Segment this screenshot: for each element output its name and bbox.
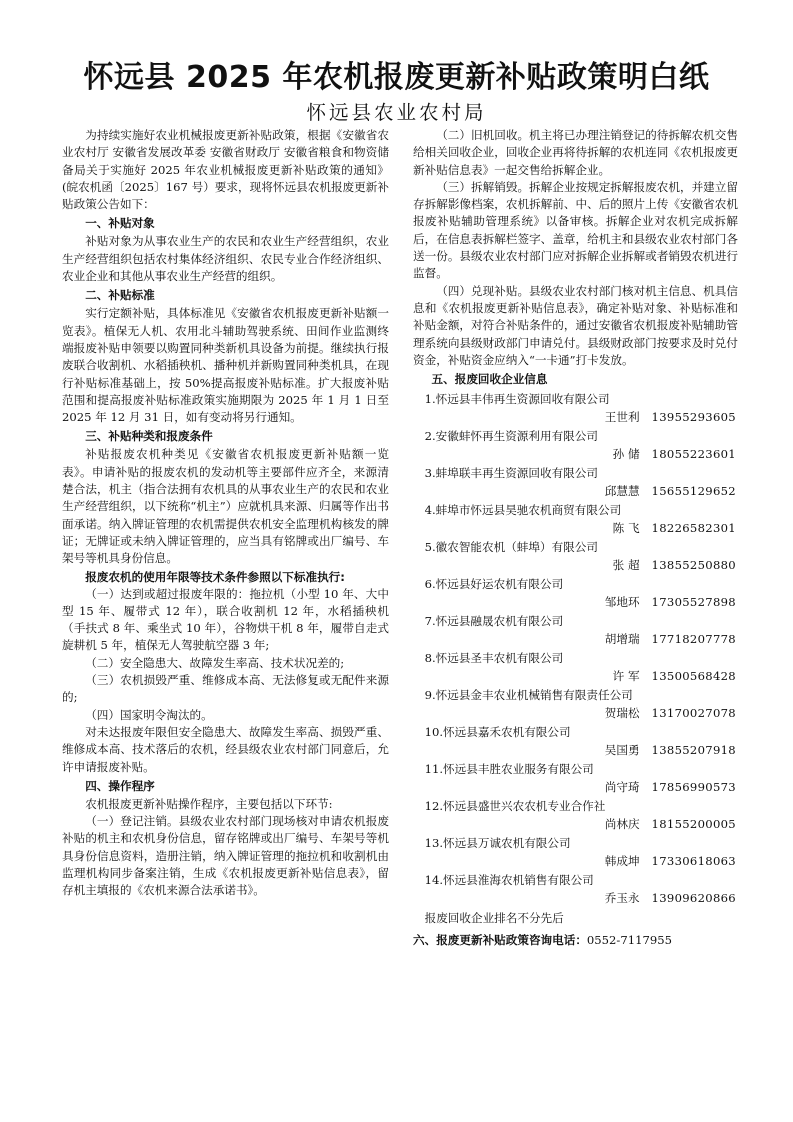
company-contact-phone: 13955293605 [651,409,736,424]
company-contact-phone: 13855207918 [651,742,736,757]
company-contact-row [413,446,738,464]
company-contact-person: 张 超 [612,557,640,572]
company-contact-row [413,557,738,575]
company-contact-row [413,668,738,686]
company-contact-row [413,520,738,538]
document-title: 怀远县 2025 年农机报废更新补贴政策明白纸 [83,60,710,95]
company-name: 2.安徽蚌怀再生资源利用有限公司 [424,429,598,444]
company-contact-phone: 13909620866 [651,890,736,905]
company-contact-phone: 17718207778 [651,631,736,646]
subsidy-standard-text: 实行定额补贴，具体标准见《安徽省农机报废更新补贴额一览表》。植保无人机、农用北斗辅助驾驶系统、田间作业监测终端报废补贴申领要以购置同种类新机具设备为前提。继续执行报废联合收割机、水稻插秧机、播种机并新购置同种类机具，在现行补贴标准基础上，按 50%提高报废补贴标准。扩大报废补贴范围和提高报废补贴标准政策实施期限为 2025 年 1 月 1 日至 2025 年 12 月 31 日，如有变动将另行通知。 [62,306,389,425]
company-contact-person: 邹地环 [604,594,640,609]
company-name: 6.怀远县好运农机有限公司 [424,577,564,592]
company-list [413,391,738,907]
company-contact-row [413,742,738,760]
company-contact-person: 孙 储 [612,446,640,461]
company-contact-phone: 17856990573 [651,779,736,794]
left-column [62,127,389,900]
consult-hotline-label: 六、报废更新补贴政策咨询电话： [413,933,587,948]
right-column [413,127,738,949]
company-contact-row [413,483,738,501]
types-conditions-text: 补贴报废农机种类见《安徽省农机报废更新补贴额一览表》。申请补贴的报废农机的发动机等主要部件应齐全，来源清楚合法，机主（指合法拥有农机具的从事农业生产的农民和农业生产经营组织，以下统称“机主”）应就机具来源、归属等作出书面承诺。纳入牌证管理的农机需提供农机安全监理机构核发的牌证；无牌证或未纳入牌证管理的，应当具有铭牌或出厂编号、车架号等机具身份信息。 [62,447,389,566]
condition-item-5: 对未达报废年限但安全隐患大、故障发生率高、损毁严重、维修成本高、技术落后的农机，经县级农业农村部门同意后，允许申请报废补贴。 [62,724,389,774]
company-name: 11.怀远县丰胜农业服务有限公司 [424,762,594,777]
company-contact-phone: 18055223601 [651,446,736,461]
condition-item-2: （二）安全隐患大、故障发生率高、技术状况差的; [85,655,345,670]
company-contact-row [413,705,738,723]
company-contact-row [413,631,738,649]
company-contact-phone: 13170027078 [651,705,736,720]
company-contact-phone: 17330618063 [651,853,736,868]
company-contact-person: 王世利 [604,409,640,424]
company-contact-person: 邱慧慧 [604,483,640,498]
company-name: 1.怀远县丰伟再生资源回收有限公司 [424,392,610,407]
company-contact-row [413,594,738,612]
section-heading-subsidy-standard: 二、补贴标准 [85,288,155,303]
company-contact-person: 许 军 [612,668,640,683]
company-contact-phone: 13855250880 [651,557,736,572]
company-contact-person: 贺瑞松 [604,705,640,720]
company-contact-person: 韩成坤 [604,853,640,868]
company-contact-person: 乔玉永 [604,890,640,905]
company-name: 14.怀远县淮海农机销售有限公司 [424,873,594,888]
company-contact-row [413,409,738,427]
company-name: 4.蚌埠市怀远县昊驰农机商贸有限公司 [424,503,622,518]
condition-item-4: （四）国家明令淘汰的。 [85,707,213,722]
intro-paragraph: 为持续实施好农业机械报废更新补贴政策，根据《安徽省农业农村厅 安徽省发展改革委 安徽省财政厅 安徽省粮食和物资储备局关于实施好 2025 年农业机械报废更新补贴政策的通知》(皖农机函〔2025〕167 号）要求，现将怀远县农机报废更新补贴政策公告如下： [62,128,389,212]
subsidy-target-text: 补贴对象为从事农业生产的农民和农业生产经营组织，农业生产经营组织包括农村集体经济组织、农民专业合作经济组织、农业企业和其他从事农业生产经营的组织。 [62,234,389,284]
company-name: 5.徽农智能农机（蚌埠）有限公司 [424,540,598,555]
company-contact-row [413,816,738,834]
company-ranking-note: 报废回收企业排名不分先后 [424,911,564,926]
company-contact-person: 尚守琦 [604,779,640,794]
procedure-step-2: （二）旧机回收。机主将已办理注销登记的待拆解农机交售给相关回收企业，回收企业再将待拆解的农机连同《农机报废更新补贴信息表》一起交售给拆解企业。 [413,128,738,177]
company-contact-row [413,779,738,797]
company-name: 12.怀远县盛世兴农农机专业合作社 [424,799,606,814]
consult-hotline [413,931,738,949]
company-name: 13.怀远县万诚农机有限公司 [424,836,571,851]
company-name: 8.怀远县圣丰农机有限公司 [424,651,564,666]
condition-item-3: （三）农机损毁严重、维修成本高、无法修复或无配件来源的; [62,673,389,705]
company-contact-row [413,853,738,871]
company-contact-row [413,890,738,908]
company-contact-phone: 13500568428 [651,668,736,683]
company-name: 9.怀远县金丰农业机械销售有限责任公司 [424,688,633,703]
section-heading-recycling-companies: 五、报废回收企业信息 [431,372,548,387]
company-contact-phone: 18226582301 [651,520,736,535]
condition-item-1: （一）达到或超过报废年限的：拖拉机（小型 10 年、大中型 15 年、履带式 12 年），联合收割机 12 年，水稻插秧机（手扶式 8 年、乘坐式 10 年），谷物烘干机 8 年，履带自走式旋耕机 5 年，植保无人驾驶航空器 3 年; [62,586,389,653]
section-heading-types-conditions: 三、补贴种类和报废条件 [85,429,213,444]
consult-hotline-number: 0552-7117955 [586,933,672,948]
company-name: 3.蚌埠联丰再生资源回收有限公司 [424,466,598,481]
issuing-agency: 怀远县农业农村局 [306,101,487,124]
company-contact-phone: 17305527898 [651,594,736,609]
procedure-step-3: （三）拆解销毁。拆解企业按规定拆解报废农机，并建立留存拆解影像档案，农机拆解前、中、后的照片上传《安徽省农机报废补贴辅助管理系统》以备审核。拆解企业对农机完成拆解后，在信息表拆解栏签字、盖章，给机主和县级农业农村部门各送一份。县级农业农村部门应对拆解企业拆解或者销毁农机进行监督。 [413,179,738,281]
company-contact-phone: 15655129652 [651,483,736,498]
procedure-intro: 农机报废更新补贴操作程序，主要包括以下环节: [85,796,333,811]
company-contact-phone: 18155200005 [651,816,736,831]
company-contact-person: 胡增瑞 [604,631,640,646]
usage-years-subheading: 报废农机的使用年限等技术条件参照以下标准执行: [85,569,345,584]
company-contact-person: 尚林庆 [604,816,640,831]
company-name: 10.怀远县嘉禾农机有限公司 [424,725,571,740]
company-name: 7.怀远县融晟农机有限公司 [424,614,564,629]
procedure-step-4: （四）兑现补贴。县级农业农村部门核对机主信息、机具信息和《农机报废更新补贴信息表》，确定补贴对象、补贴标准和补贴金额，对符合补贴条件的，通过安徽省农机报废补贴辅助管理系统向县级财政部门申请兑付。县级财政部门按要求及时兑付资金，补贴资金应纳入“一卡通”打卡发放。 [413,283,738,367]
section-heading-subsidy-target: 一、补贴对象 [85,216,155,231]
section-heading-procedure: 四、操作程序 [85,778,155,793]
company-contact-person: 吴国勇 [604,742,640,757]
procedure-step-1: （一）登记注销。县级农业农村部门现场核对申请农机报废补贴的机主和农机身份信息，留存铭牌或出厂编号、车架号等机具身份信息资料，造册注销，纳入牌证管理的拖拉机和收割机由监理机构同步备案注销，生成《农机报废更新补贴信息表》，留存机主填报的《农机来源合法承诺书》。 [62,814,389,898]
company-contact-person: 陈 飞 [612,520,640,535]
